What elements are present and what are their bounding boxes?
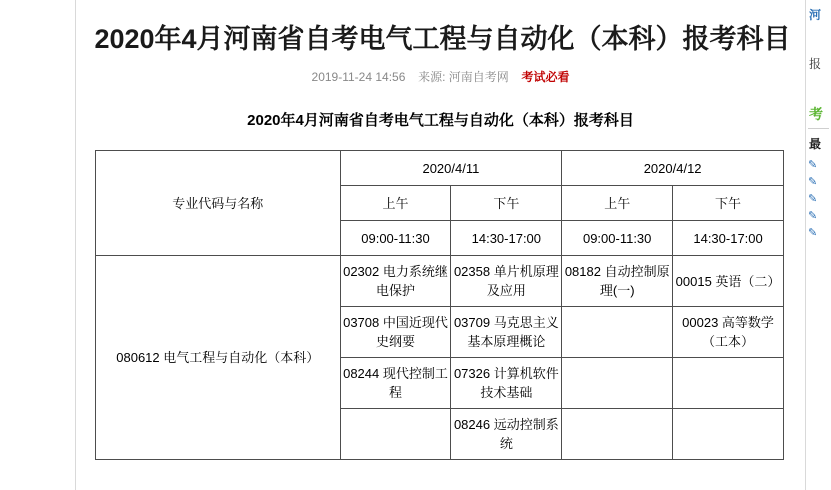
course-cell: 02358 单片机原理及应用: [451, 256, 562, 307]
publish-date: 2019-11-24 14:56: [311, 70, 406, 84]
list-item[interactable]: [806, 171, 831, 188]
schedule-table-wrapper: [77, 150, 804, 460]
pencil-icon: ✎: [808, 193, 818, 205]
source-label: 来源:: [418, 70, 446, 84]
sidebar-divider: [808, 128, 829, 129]
course-cell-empty: [562, 409, 673, 460]
table-row: [96, 256, 784, 307]
course-cell: 00015 英语（二）: [673, 256, 784, 307]
pencil-icon: ✎: [808, 159, 818, 171]
course-cell-empty: [673, 358, 784, 409]
major-header-cell: 专业代码与名称: [96, 151, 341, 256]
right-sidebar: [805, 0, 831, 490]
list-item[interactable]: [806, 222, 831, 239]
list-item[interactable]: [806, 205, 831, 222]
date-header-1: 2020/4/11: [340, 151, 562, 186]
table-row-dates: [96, 151, 784, 186]
time-header-3: 09:00-11:30: [562, 221, 673, 256]
course-cell: 03708 中国近现代史纲要: [340, 307, 451, 358]
course-cell: 07326 计算机软件技术基础: [451, 358, 562, 409]
course-cell-empty: [673, 409, 784, 460]
article-subtitle: 2020年4月河南省自考电气工程与自动化（本科）报考科目: [247, 112, 634, 129]
course-cell-empty: [562, 307, 673, 358]
session-header-3: 上午: [562, 186, 673, 221]
course-cell: 03709 马克思主义基本原理概论: [451, 307, 562, 358]
session-header-4: 下午: [673, 186, 784, 221]
time-header-4: 14:30-17:00: [673, 221, 784, 256]
course-cell: 08244 现代控制工程: [340, 358, 451, 409]
pencil-icon: ✎: [808, 176, 818, 188]
article-container: [77, 0, 804, 490]
sidebar-list-title: 最: [809, 137, 822, 151]
pencil-icon: ✎: [808, 210, 818, 222]
session-header-1: 上午: [340, 186, 451, 221]
major-name-cell: 080612 电气工程与自动化（本科）: [96, 256, 341, 460]
hot-tag[interactable]: 考试必看: [521, 70, 570, 84]
date-header-2: 2020/4/12: [562, 151, 784, 186]
course-cell: 02302 电力系统继电保护: [340, 256, 451, 307]
course-cell: 00023 高等数学（工本）: [673, 307, 784, 358]
page-title: 2020年4月河南省自考电气工程与自动化（本科）报考科目: [94, 24, 791, 54]
time-header-1: 09:00-11:30: [340, 221, 451, 256]
pencil-icon: ✎: [808, 227, 818, 239]
course-cell: 08246 远动控制系统: [451, 409, 562, 460]
session-header-2: 下午: [451, 186, 562, 221]
sidebar-item-1[interactable]: 报: [809, 57, 822, 71]
sidebar-item-0[interactable]: 河: [809, 8, 822, 22]
list-item[interactable]: [806, 154, 831, 171]
sidebar-item-2[interactable]: 考: [809, 106, 823, 122]
exam-schedule-table: [95, 150, 784, 460]
left-gutter: [0, 0, 76, 490]
list-item[interactable]: [806, 188, 831, 205]
article-meta: [77, 68, 804, 85]
course-cell: 08182 自动控制原理(一): [562, 256, 673, 307]
source-name[interactable]: 河南自考网: [448, 70, 509, 84]
course-cell-empty: [340, 409, 451, 460]
course-cell-empty: [562, 358, 673, 409]
time-header-2: 14:30-17:00: [451, 221, 562, 256]
